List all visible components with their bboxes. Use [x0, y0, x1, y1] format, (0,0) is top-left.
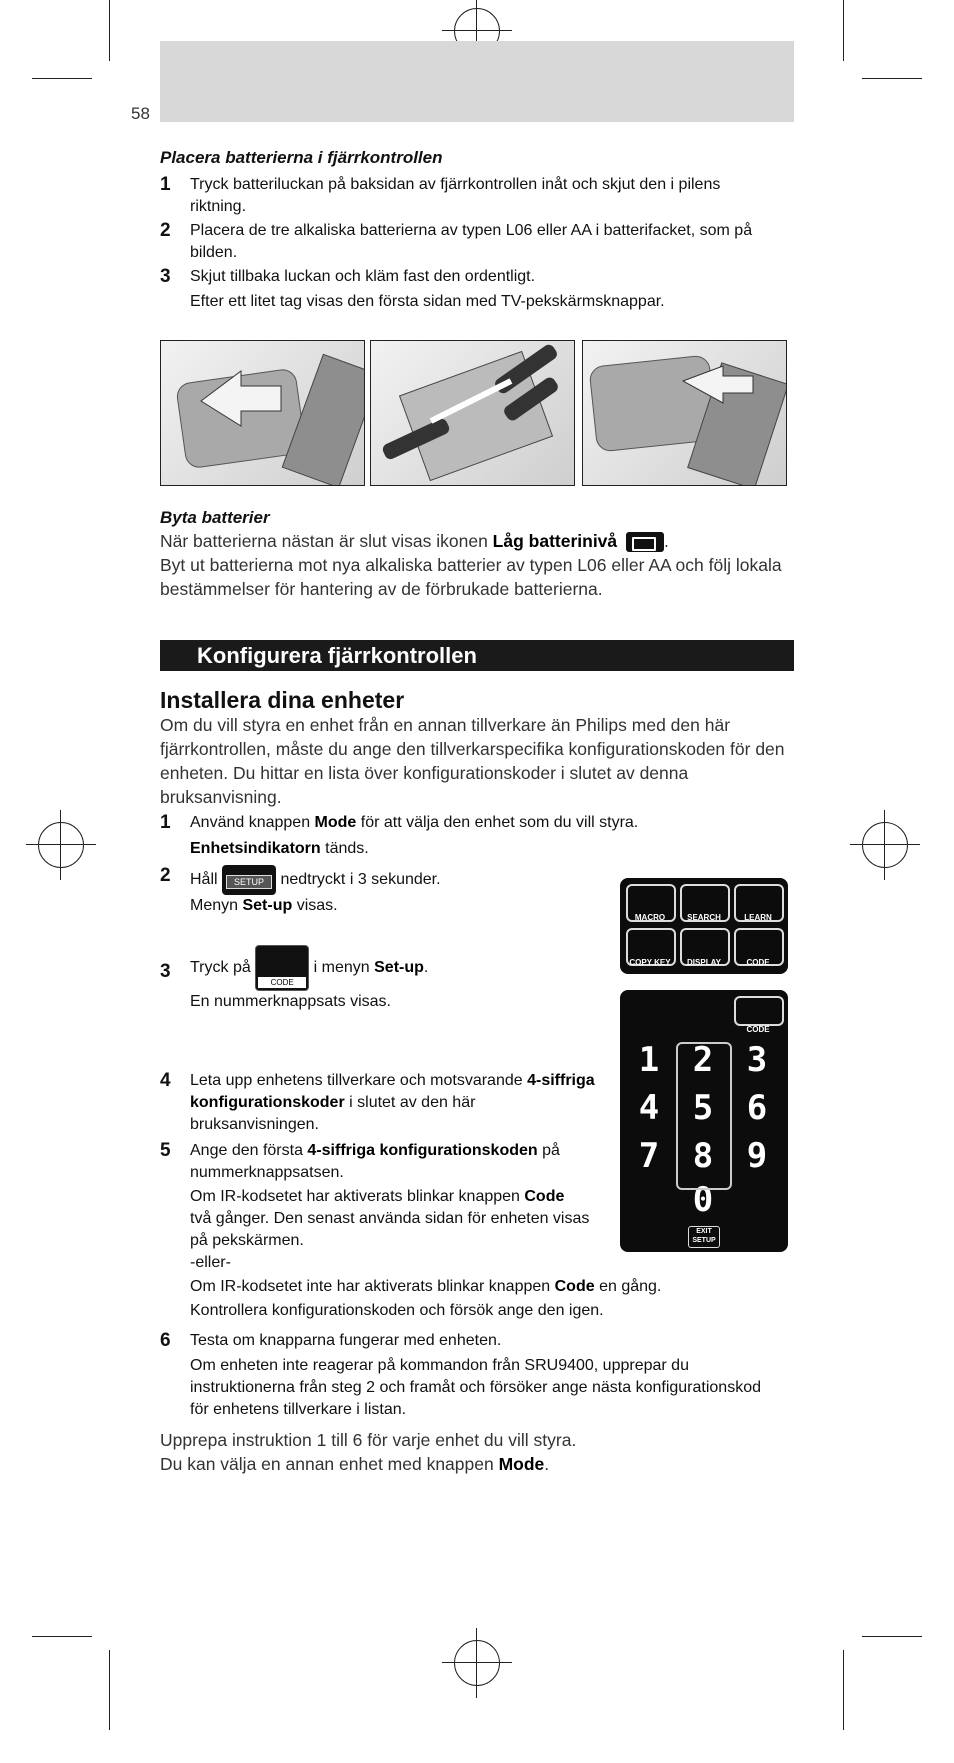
- install-step-6: 6 Testa om knapparna fungerar med enheten. Om enheten inte reagerar på kommandon från SRU9400, upprepar du instruktionerna från steg 2 och framåt och försöker ange nästa konfigurationskod för enhetens tillverkare i listan.: [160, 1330, 770, 1421]
- battery-close-illustration: [582, 340, 787, 486]
- step-1: [160, 174, 780, 218]
- crop-mark: [843, 1650, 844, 1730]
- exit-setup-button[interactable]: EXIT SETUP: [688, 1226, 720, 1248]
- code-label: CODE: [746, 1025, 770, 1034]
- digit-9-button[interactable]: 9: [746, 1136, 768, 1176]
- grid-lines: [676, 1042, 732, 1190]
- step-followup: Efter ett litet tag visas den första sidan med TV-pekskärmsknappar.: [190, 293, 665, 310]
- digit-6-button[interactable]: 6: [746, 1088, 768, 1128]
- digit-3-button[interactable]: 3: [746, 1040, 768, 1080]
- registration-mark-bottom: [454, 1640, 500, 1686]
- install-step-2: 2 Håll SETUP nedtryckt i 3 sekunder. Menyn Set-up visas.: [160, 865, 580, 917]
- registration-mark-right: [862, 822, 908, 868]
- install-step-1: 1 Använd knappen Mode för att välja den enhet som du vill styra. Enhetsindikatorn tänds.: [160, 812, 760, 864]
- code-label: CODE: [746, 958, 770, 967]
- battery-insert-illustration: [370, 340, 575, 486]
- install-heading: Installera dina enheter: [160, 687, 405, 713]
- registration-mark-left: [38, 822, 84, 868]
- macro-label: MACRO: [634, 913, 666, 922]
- page-number: 58: [131, 104, 150, 123]
- digit-0-button[interactable]: 0: [692, 1180, 714, 1220]
- copy-key-label: COPY KEY: [629, 958, 671, 967]
- step-number: 3: [160, 266, 171, 287]
- crop-mark: [843, 0, 844, 61]
- outro-2: Du kan välja en annan enhet med knappen Mode.: [160, 1454, 550, 1474]
- install-intro: Om du vill styra en enhet från en annan tillverkare än Philips med den här fjärrkontrollen, måste du ange den tillverkarspecifika konfigurationskoden för den enheten. Du hittar en lista över konfigurationskoder i slutet av denna bruksanvisning.: [160, 715, 785, 807]
- crop-mark: [109, 0, 110, 61]
- install-step-5: 5 Ange den första 4-siffriga konfigurationskoden på nummerknappsatsen. Om IR-kodsetet har aktiverats blinkar knappen Code två gånger. Den senast använda sidan för enheten visas på pekskärmen. -eller- Om IR-kodsetet inte har aktiverats blinkar knappen Code en gång. Kontrollera konfigurationskoden och försök ange den igen.: [160, 1140, 770, 1322]
- battery-steps: [160, 174, 780, 313]
- low-battery-text: När batterierna nästan är slut visas ikonen Låg batterinivå .: [160, 531, 669, 551]
- keypad-panel: [620, 990, 788, 1252]
- install-step-3: 3 Tryck på CODE i menyn Set-up. En nummerknappsats visas.: [160, 945, 580, 1013]
- display-label: DISPLAY: [687, 958, 721, 967]
- digit-7-button[interactable]: 7: [638, 1136, 660, 1176]
- crop-mark: [32, 78, 92, 79]
- step-text: Skjut tillbaka luckan och kläm fast den ordentligt.: [190, 268, 536, 285]
- digit-5-button[interactable]: 5: [692, 1088, 714, 1128]
- step-number: 4: [160, 1070, 171, 1091]
- digit-8-button[interactable]: 8: [692, 1136, 714, 1176]
- step-number: 6: [160, 1330, 171, 1351]
- install-step-4: 4 Leta upp enhetens tillverkare och motsvarande 4-siffriga konfigurationskoder i slutet av den här bruksanvisningen.: [160, 1070, 600, 1136]
- setup-key-icon: SETUP: [222, 865, 276, 895]
- outro-1: Upprepa instruktion 1 till 6 för varje enhet du vill styra.: [160, 1430, 577, 1450]
- digit-4-button[interactable]: 4: [638, 1088, 660, 1128]
- step-3: [160, 266, 780, 288]
- step-number: 1: [160, 174, 171, 195]
- step-number: 3: [160, 961, 171, 982]
- battery-icon: [626, 532, 664, 552]
- crop-mark: [32, 1636, 92, 1637]
- digit-2-button[interactable]: 2: [692, 1040, 714, 1080]
- step-number: 5: [160, 1140, 171, 1161]
- crop-mark: [862, 1636, 922, 1637]
- section-bar: Konfigurera fjärrkontrollen: [160, 640, 794, 671]
- digit-1-button[interactable]: 1: [638, 1040, 660, 1080]
- header-bar: [160, 41, 794, 122]
- step-number: 2: [160, 220, 171, 241]
- step-text: Tryck batteriluckan på baksidan av fjärrkontrollen inåt och skjut den i pilens riktning.: [190, 176, 721, 215]
- setup-menu-panel: [620, 878, 788, 974]
- step-number: 1: [160, 812, 171, 833]
- step-2: [160, 220, 780, 264]
- section-title-batteries: Placera batterierna i fjärrkontrollen: [160, 148, 443, 167]
- replace-text: Byt ut batterierna mot nya alkaliska batterier av typen L06 eller AA och följ lokala bestämmelser för hantering av de förbrukade batterierna.: [160, 555, 782, 599]
- crop-mark: [109, 1650, 110, 1730]
- crop-mark: [862, 78, 922, 79]
- section-title-replace: Byta batterier: [160, 508, 270, 527]
- search-label: SEARCH: [687, 913, 721, 922]
- code-key-icon: CODE: [255, 945, 309, 991]
- low-battery-label: Låg batterinivå: [492, 531, 618, 551]
- code-button[interactable]: [734, 996, 784, 1026]
- step-text: Placera de tre alkaliska batterierna av typen L06 eller AA i batterifacket, som på bilden.: [190, 222, 753, 261]
- battery-cover-illustration: [160, 340, 365, 486]
- learn-label: LEARN: [744, 913, 772, 922]
- step-number: 2: [160, 865, 171, 886]
